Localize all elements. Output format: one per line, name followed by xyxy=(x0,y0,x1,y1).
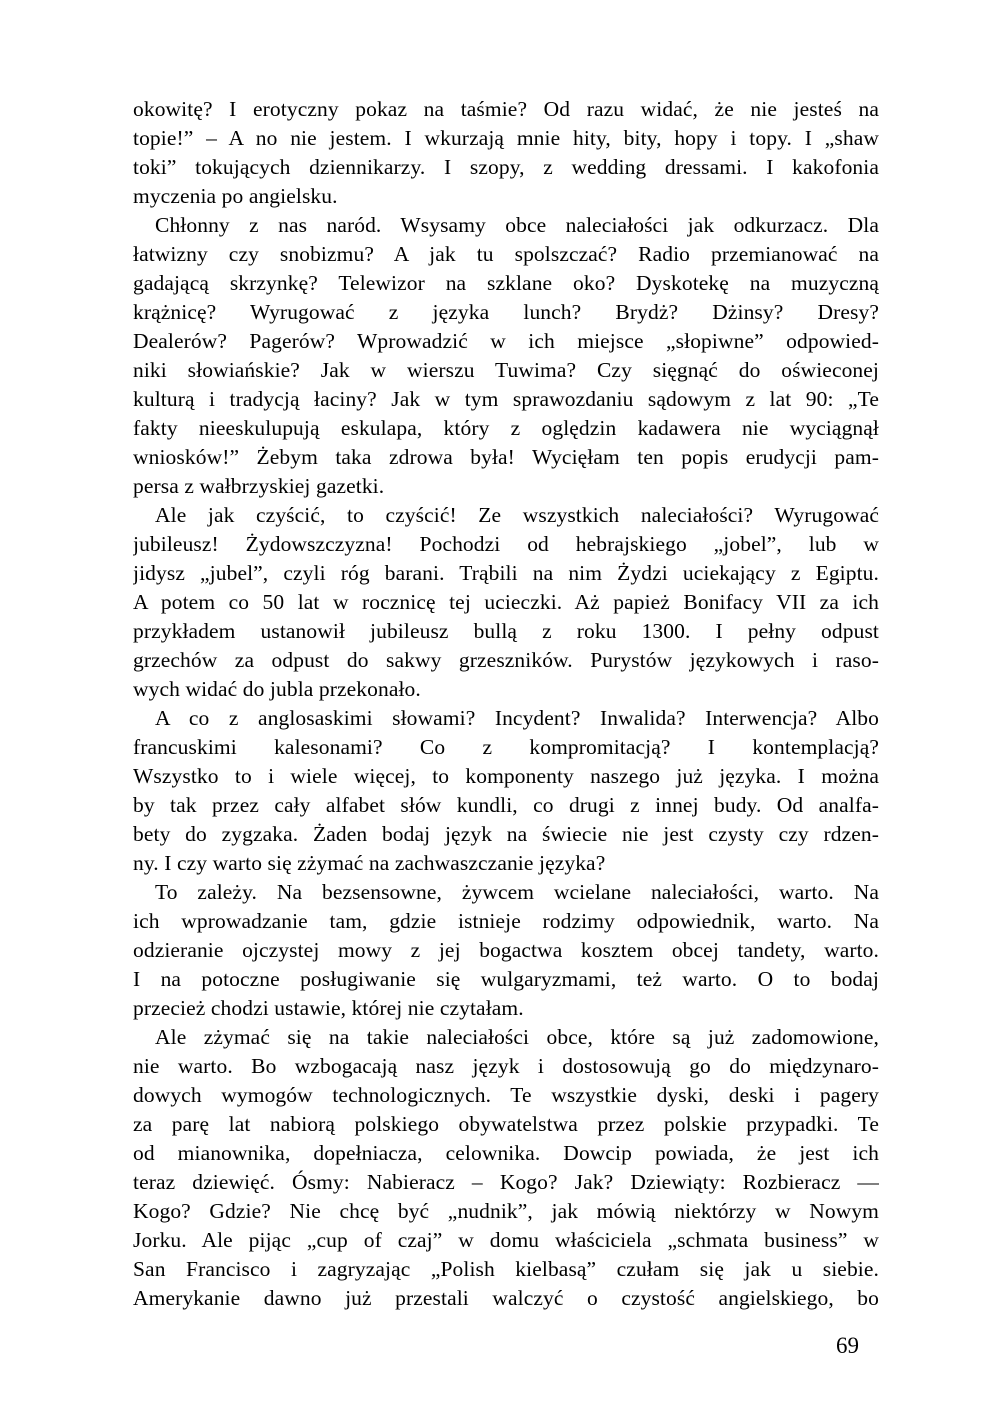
text-line: Ale jak czyścić, to czyścić! Ze wszystkich naleciałości? Wyrugować xyxy=(155,503,879,527)
text-line: wych widać do jubla przekonało. xyxy=(133,677,421,701)
text-line: Chłonny z nas naród. Wsysamy obce naleciałości jak odkurzacz. Dla xyxy=(155,213,879,237)
text-line: To zależy. Na bezsensowne, żywcem wcielane naleciałości, warto. Na xyxy=(155,880,879,904)
text-line: krążnicę? Wyrugować z języka lunch? Brydż? Dżinsy? Dresy? xyxy=(133,300,879,324)
text-line: odzieranie ojczystej mowy z jej bogactwa kosztem obcej tandety, warto. xyxy=(133,938,879,962)
text-line: San Francisco i zagryzając „Polish kielbasą” czułam się jak u siebie. xyxy=(133,1257,879,1281)
text-line: teraz dziewięć. Ósmy: Nabieracz – Kogo? Jak? Dziewiąty: Rozbieracz — xyxy=(133,1170,879,1194)
text-line: za parę lat nabiorą polskiego obywatelstwa przez polskie przypadki. Te xyxy=(133,1112,879,1136)
text-line: by tak przez cały alfabet słów kundli, co drugi z innej budy. Od analfa- xyxy=(133,793,879,817)
text-line: fakty nieeskulupują eskulapa, który z oględzin kadawera nie wyciągnął xyxy=(133,416,879,440)
text-line: Wszystko to i wiele więcej, to komponenty naszego już języka. I można xyxy=(133,764,879,788)
text-line: Jorku. Ale pijąc „cup of czaj” w domu właściciela „schmata business” w xyxy=(133,1228,879,1252)
text-line: A co z anglosaskimi słowami? Incydent? Inwalida? Interwencja? Albo xyxy=(155,706,879,730)
text-line: Dealerów? Pagerów? Wprowadzić w ich miejsce „słopiwne” odpowied- xyxy=(133,329,879,353)
text-line: okowitę? I erotyczny pokaz na taśmie? Od razu widać, że nie jesteś na xyxy=(133,97,879,121)
paragraph-5 xyxy=(133,878,879,1023)
text-line: myczenia po angielsku. xyxy=(133,184,338,208)
text-line: dowych wymogów technologicznych. Te wszystkie dyski, deski i pagery xyxy=(133,1083,879,1107)
text-line: persa z wałbrzyskiej gazetki. xyxy=(133,474,385,498)
page-number: 69 xyxy=(836,1333,859,1358)
text-line: gadającą skrzynkę? Telewizor na szklane oko? Dyskotekę na muzyczną xyxy=(133,271,879,295)
text-line: przykładem ustanowił jubileusz bullą z roku 1300. I pełny odpust xyxy=(133,619,879,643)
text-line: grzechów za odpust do sakwy grzeszników. Purystów językowych i raso- xyxy=(133,648,879,672)
text-line: przecież chodzi ustawie, której nie czytałam. xyxy=(133,996,524,1020)
text-line: niki słowiańskie? Jak w wierszu Tuwima? Czy sięgnąć do oświeconej xyxy=(133,358,879,382)
text-line: Kogo? Gdzie? Nie chcę być „nudnik”, jak mówią niektórzy w Nowym xyxy=(133,1199,879,1223)
text-line: łatwizny czy snobizmu? A jak tu spolszczać? Radio przemianować na xyxy=(133,242,879,266)
text-line: topie!” – A no nie jestem. I wkurzają mnie hity, bity, hopy i topy. I „shaw xyxy=(133,126,879,150)
text-line: jubileusz! Żydowszczyzna! Pochodzi od hebrajskiego „jobel”, lub w xyxy=(133,532,879,556)
text-line: kulturą i tradycją łaciny? Jak w tym sprawozdaniu sądowym z lat 90: „Te xyxy=(133,387,879,411)
text-line: A potem co 50 lat w rocznicę tej ucieczki. Aż papież Bonifacy VII za ich xyxy=(133,590,879,614)
text-line: francuskimi kalesonami? Co z kompromitacją? I kontemplacją? xyxy=(133,735,879,759)
text-line: ny. I czy warto się zżymać na zachwaszczanie języka? xyxy=(133,851,606,875)
paragraph-1 xyxy=(133,95,879,211)
text-line: wniosków!” Żebym taka zdrowa była! Wycięłam ten popis erudycji pam- xyxy=(133,445,879,469)
text-line: od mianownika, dopełniacza, celownika. Dowcip powiada, że jest ich xyxy=(133,1141,879,1165)
text-line: Amerykanie dawno już przestali walczyć o czystość angielskiego, bo xyxy=(133,1286,879,1310)
paragraph-4 xyxy=(133,704,879,878)
text-line: bety do zygzaka. Żaden bodaj język na świecie nie jest czysty czy rdzen- xyxy=(133,822,879,846)
text-line: toki” tokujących dziennikarzy. I szopy, z wedding dressami. I kakofonia xyxy=(133,155,879,179)
text-line: nie warto. Bo wzbogacają nasz język i dostosowują go do międzynaro- xyxy=(133,1054,879,1078)
text-line: ich wprowadzanie tam, gdzie istnieje rodzimy odpowiednik, warto. Na xyxy=(133,909,879,933)
text-line: Ale zżymać się na takie naleciałości obce, które są już zadomowione, xyxy=(155,1025,879,1049)
paragraph-6 xyxy=(133,1023,879,1313)
text-line: I na potoczne posługiwanie się wulgaryzmami, też warto. O to bodaj xyxy=(133,967,879,991)
paragraph-2 xyxy=(133,211,879,501)
paragraph-3 xyxy=(133,501,879,704)
text-line: jidysz „jubel”, czyli róg barani. Trąbili na nim Żydzi uciekający z Egiptu. xyxy=(133,561,879,585)
text-block xyxy=(133,95,879,1313)
